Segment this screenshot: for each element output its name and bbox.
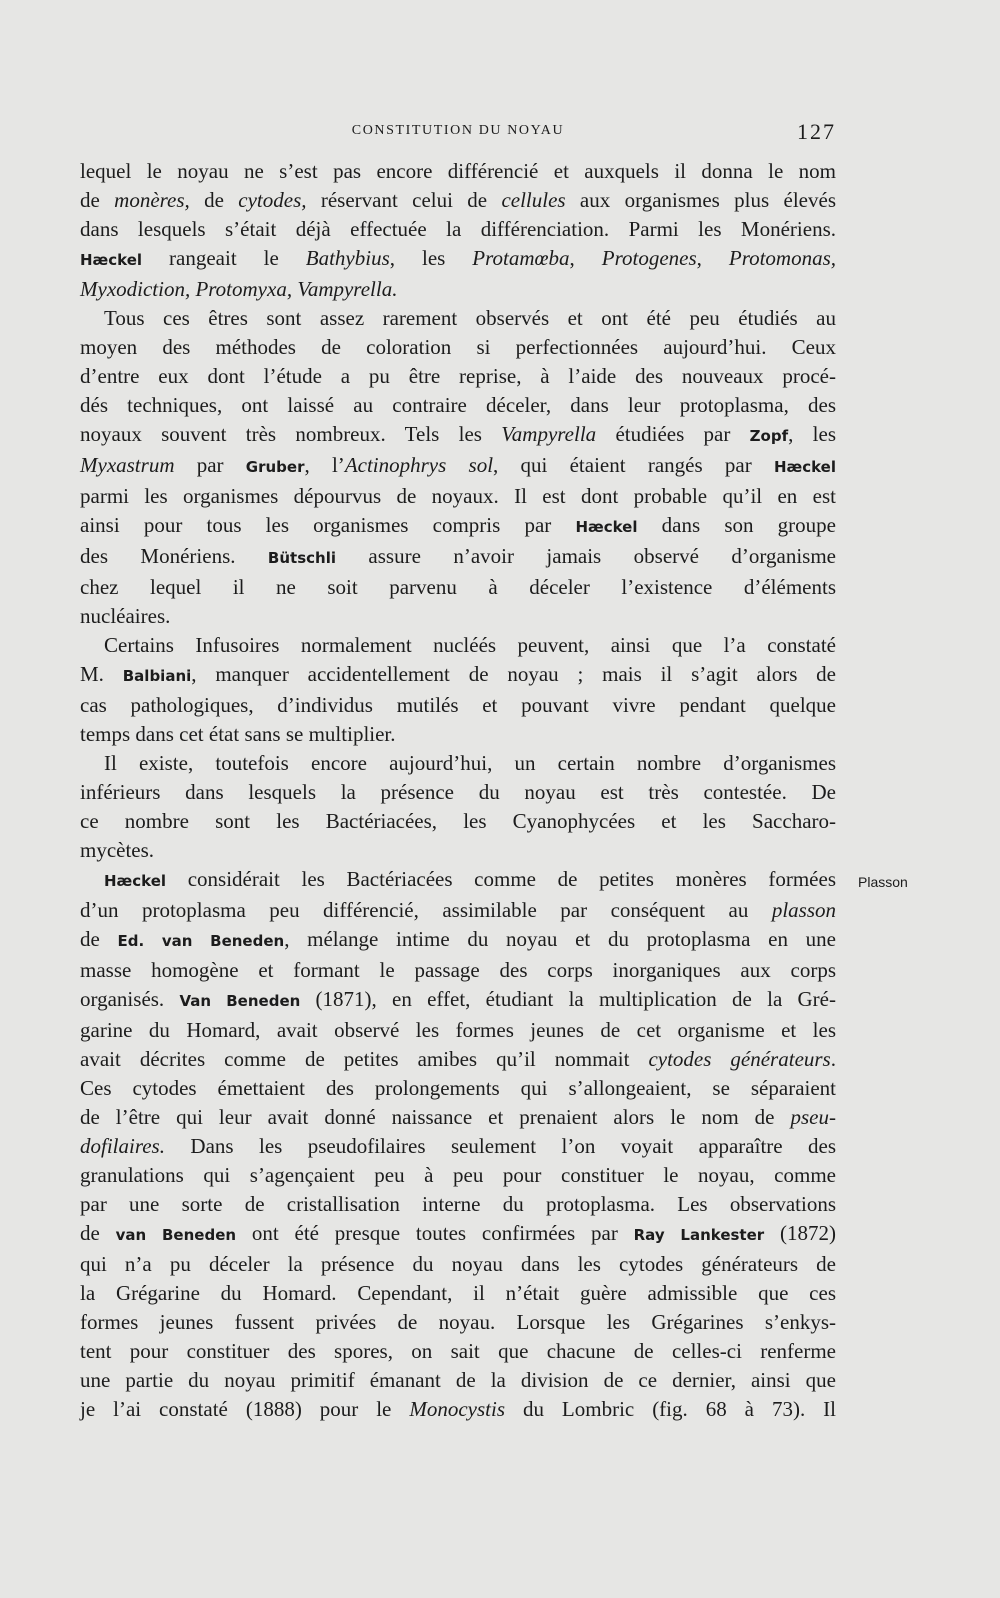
- author-name: Hæckel: [773, 458, 836, 476]
- text-line: nucléaires.: [80, 604, 171, 628]
- author-name: Hæckel: [104, 872, 167, 890]
- text-line: qui n’a pu déceler la présence du noyau dans les cytodes générateurs de: [80, 1252, 836, 1276]
- text-line: avait décrites comme de petites amibes qu’il nommait cytodes générateurs.: [80, 1047, 836, 1071]
- text-line: ainsi pour tous les organismes compris par Hæckel dans son groupe: [80, 513, 836, 537]
- text-line: masse homogène et formant le passage des corps inorganiques aux corps: [80, 958, 836, 982]
- text-line: mycètes.: [80, 838, 155, 862]
- author-name: Ray Lankester: [633, 1226, 765, 1244]
- text-line: de l’être qui leur avait donné naissance et prenaient alors le nom de pseu-: [80, 1105, 836, 1129]
- text-line: de van Beneden ont été presque toutes confirmées par Ray Lankester (1872): [80, 1221, 836, 1245]
- text-line: cas pathologiques, d’individus mutilés et pouvant vivre pendant quelque: [80, 693, 836, 717]
- text-line: une partie du noyau primitif émanant de la division de ce dernier, ainsi que: [80, 1368, 836, 1392]
- text-line: formes jeunes fussent privées de noyau. Lorsque les Grégarines s’enkys-: [80, 1310, 836, 1334]
- author-name: Hæckel: [575, 518, 638, 536]
- text-line: je l’ai constaté (1888) pour le Monocystis du Lombric (fig. 68 à 73). Il: [80, 1397, 836, 1421]
- author-name: Van Beneden: [179, 992, 301, 1010]
- text-line: garine du Homard, avait observé les formes jeunes de cet organisme et les: [80, 1018, 836, 1042]
- text-line: Certains Infusoires normalement nucléés peuvent, ainsi que l’a constaté: [104, 633, 836, 657]
- text-line: dans lesquels s’était déjà effectuée la différenciation. Parmi les Monériens.: [80, 217, 836, 241]
- text-line: d’entre eux dont l’étude a pu être reprise, à l’aide des nouveaux procé-: [80, 364, 836, 388]
- text-line: la Grégarine du Homard. Cependant, il n’était guère admissible que ces: [80, 1281, 836, 1305]
- text-line: de monères, de cytodes, réservant celui de cellules aux organismes plus élevés: [80, 188, 836, 212]
- text-line: noyaux souvent très nombreux. Tels les Vampyrella étudiées par Zopf, les: [80, 422, 836, 446]
- author-name: Zopf: [749, 427, 789, 445]
- text-line: des Monériens. Bütschli assure n’avoir jamais observé d’organisme: [80, 544, 836, 568]
- text-line: moyen des méthodes de coloration si perfectionnées aujourd’hui. Ceux: [80, 335, 836, 359]
- author-name: Hæckel: [80, 251, 143, 269]
- text-line: Hæckel rangeait le Bathybius, les Protamœba, Protogenes, Protomonas,: [80, 246, 837, 270]
- text-line: granulations qui s’agençaient peu à peu pour constituer le noyau, comme: [80, 1163, 836, 1187]
- author-name: van Beneden: [115, 1226, 237, 1244]
- text-line: Hæckel considérait les Bactériacées comme de petites monères formées: [104, 867, 836, 891]
- text-line: Myxodiction, Protomyxa, Vampyrella.: [80, 277, 398, 301]
- text-line: Myxastrum par Gruber, l’Actinophrys sol, qui étaient rangés par Hæckel: [80, 453, 836, 477]
- author-name: Ed. van Beneden: [117, 932, 285, 950]
- text-line: ce nombre sont les Bactériacées, les Cyanophycées et les Saccharo-: [80, 809, 836, 833]
- author-name: Bütschli: [267, 549, 336, 567]
- text-line: inférieurs dans lesquels la présence du noyau est très contestée. De: [80, 780, 836, 804]
- text-line: parmi les organismes dépourvus de noyaux. Il est dont probable qu’il en est: [80, 484, 836, 508]
- text-line: temps dans cet état sans se multiplier.: [80, 722, 396, 746]
- text-line: M. Balbiani, manquer accidentellement de noyau ; mais il s’agit alors de: [80, 662, 836, 686]
- text-line: par une sorte de cristallisation interne du protoplasma. Les observations: [80, 1192, 836, 1216]
- text-line: de Ed. van Beneden, mélange intime du noyau et du protoplasma en une: [80, 927, 836, 951]
- page-header: [80, 121, 836, 145]
- text-line: dés techniques, ont laissé au contraire déceler, dans leur protoplasma, des: [80, 393, 836, 417]
- text-line: tent pour constituer des spores, on sait que chacune de celles-ci renferme: [80, 1339, 836, 1363]
- running-title: CONSTITUTION DU NOYAU: [351, 123, 565, 138]
- page-number: 127: [797, 119, 836, 144]
- text-line: Il existe, toutefois encore aujourd’hui, un certain nombre d’organismes: [104, 751, 836, 775]
- text-line: d’un protoplasma peu différencié, assimilable par conséquent au plasson: [80, 898, 836, 922]
- text-line: dofilaires. Dans les pseudofilaires seulement l’on voyait apparaître des: [80, 1134, 836, 1158]
- body-text: [80, 157, 836, 1424]
- text-line: Tous ces êtres sont assez rarement observés et ont été peu étudiés au: [104, 306, 836, 330]
- text-line: chez lequel il ne soit parvenu à déceler l’existence d’éléments: [80, 575, 836, 599]
- author-name: Balbiani: [122, 667, 192, 685]
- author-name: Gruber: [245, 458, 305, 476]
- text-line: Ces cytodes émettaient des prolongements qui s’allongeaient, se séparaient: [80, 1076, 836, 1100]
- text-line: lequel le noyau ne s’est pas encore différencié et auxquels il donna le nom: [80, 159, 836, 183]
- text-line: organisés. Van Beneden (1871), en effet, étudiant la multiplication de la Gré-: [80, 987, 836, 1011]
- margin-note: Plasson: [858, 874, 908, 890]
